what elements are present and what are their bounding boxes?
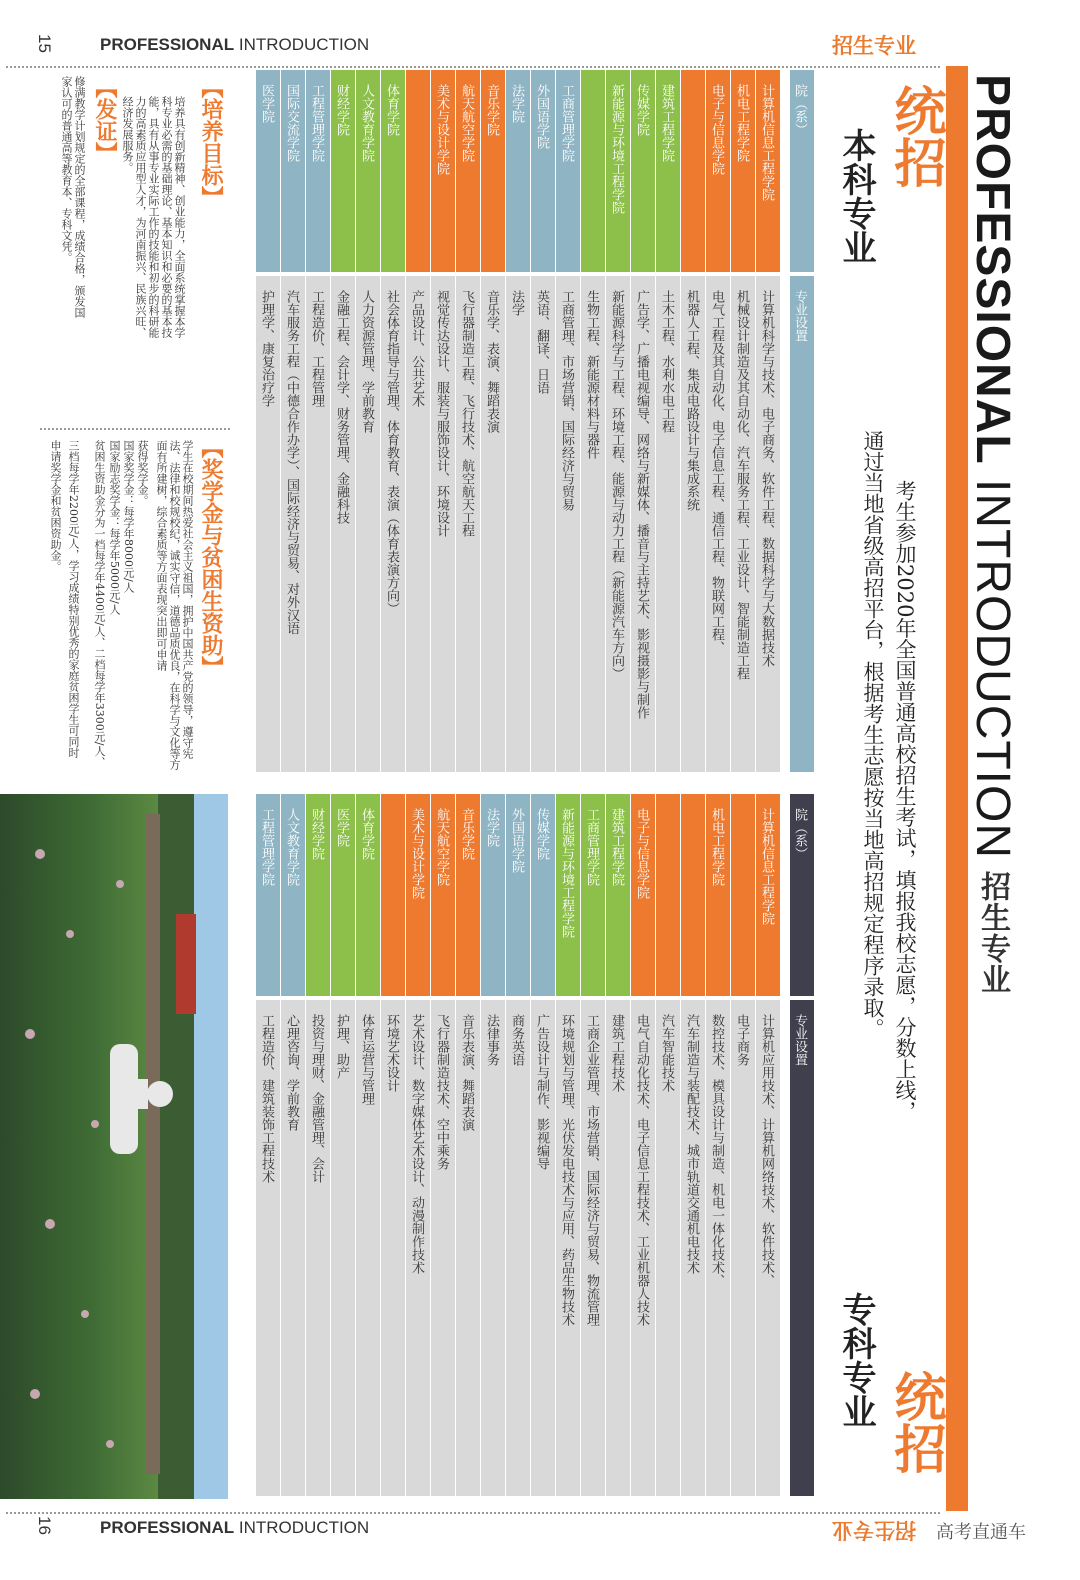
junior-head-college: 院（系） <box>790 794 814 996</box>
junior-major-cell: 环境艺术设计 <box>381 1000 405 1496</box>
junior-college-cell: 工商管理学院 <box>581 794 605 996</box>
intro-line-2: 通过当地省级高招平台，根据考生志愿按当地高招规定程序录取。 <box>861 430 885 1039</box>
junior-college-cell-empty <box>681 794 705 996</box>
undergrad-big-label: 统招 <box>885 84 946 188</box>
junior-college-cell: 音乐学院 <box>456 794 480 996</box>
undergrad-major-cell: 人力资源管理、学前教育 <box>356 276 380 772</box>
undergrad-major-cell: 金融工程、会计学、财务管理、金融科技 <box>331 276 355 772</box>
junior-major-cell: 心理咨询、学前教育 <box>281 1000 305 1496</box>
cert-title: 【发证】 <box>92 76 118 164</box>
junior-major-cell: 音乐表演、舞蹈表演 <box>456 1000 480 1496</box>
undergrad-major-cell: 音乐学、表演、舞蹈表演 <box>481 276 505 772</box>
junior-college-cell: 新能源与环境工程学院 <box>556 794 580 996</box>
junior-college-cell: 建筑工程学院 <box>606 794 630 996</box>
undergrad-college-cell: 财经学院 <box>331 70 355 272</box>
undergrad-major-cell: 社会体育指导与管理、体育教育、表演（体育表演方向） <box>381 276 405 772</box>
page-number-top: 15 <box>35 34 54 53</box>
undergrad-label: 本科专业 <box>836 128 876 264</box>
undergrad-college-cell: 体育学院 <box>381 70 405 272</box>
junior-label: 专科专业 <box>836 1292 876 1428</box>
junior-major-cell: 艺术设计、数字媒体艺术设计、动漫制作技术 <box>406 1000 430 1496</box>
junior-major-cell: 环境规划与管理、光伏发电技术与应用、药品生物技术 <box>556 1000 580 1496</box>
junior-college-cell-empty <box>731 794 755 996</box>
undergrad-major-cell: 生物工程、新能源材料与器件 <box>581 276 605 772</box>
page-number-bottom: 16 <box>35 1516 54 1535</box>
junior-major-cell: 投资与理财、金融管理、会计 <box>306 1000 330 1496</box>
undergrad-major-cell: 机器人工程、集成电路设计与集成系统 <box>681 276 705 772</box>
campus-photo <box>0 794 228 1499</box>
undergrad-major-cell: 广告学、广播电视编导、网络与新媒体、播音与主持艺术、影视摄影与制作 <box>631 276 655 772</box>
big-title-zh: 招生专业 <box>975 871 1010 996</box>
top-divider <box>6 66 940 68</box>
junior-college-cell: 人文教育学院 <box>281 794 305 996</box>
undergrad-college-cell: 传媒学院 <box>631 70 655 272</box>
junior-major-cell: 数控技术、模具设计与制造、机电一体化技术、 <box>706 1000 730 1496</box>
header-brand-top <box>100 35 369 55</box>
photo-illustration <box>0 794 228 1499</box>
junior-college-cell: 体育学院 <box>356 794 380 996</box>
junior-college-cell: 医学院 <box>331 794 355 996</box>
junior-major-cell: 广告设计与制作、影视编导 <box>531 1000 555 1496</box>
scholarship-line-5: 贫困生资助金分为一档每学年4400元/人、二档每学年3300元/人、 <box>93 440 106 768</box>
junior-major-cell: 飞行器制造技术、空中乘务 <box>431 1000 455 1496</box>
undergrad-college-cell: 电子与信息学院 <box>706 70 730 272</box>
undergrad-major-cell: 土木工程、水利水电工程 <box>656 276 680 772</box>
scholarship-line-4: 国家励志奖学金：每学年5000元/人 <box>108 440 121 615</box>
junior-college-cell: 传媒学院 <box>531 794 555 996</box>
junior-major-cell: 计算机应用技术、计算机网络技术、软件技术、 <box>756 1000 780 1496</box>
junior-college-cell: 计算机信息工程学院 <box>756 794 780 996</box>
junior-big-label: 统招 <box>885 1370 946 1474</box>
undergrad-college-cell: 医学院 <box>256 70 280 272</box>
junior-college-cell: 美术与设计学院 <box>406 794 430 996</box>
brand-rest: INTRODUCTION <box>234 35 370 54</box>
training-text: 培养具有创新精神、创业能力，全面系统掌握本学科专业必需的基础理论、基本知识和必要的基本技能，具有从事专业实际工作的技能和初步的科研能力的高素质应用型人才，为河南振兴、民族兴旺、经济发展服务。 <box>121 96 186 338</box>
brand-bold-bottom: PROFESSIONAL <box>100 1518 235 1537</box>
scholarship-line-1: 学生在校期间热爱社会主义祖国，拥护中国共产党的领导，遵守宪法、法律和校规校纪，诚实守信，道德品质优良，在科学与文化等方面有所建树，综合素质等方面表现突出即可申请 <box>155 440 194 770</box>
undergrad-major-cell: 英语、翻译、日语 <box>531 276 555 772</box>
undergrad-head-college: 院（系） <box>790 70 814 272</box>
undergrad-head-major: 专业设置 <box>790 276 814 772</box>
undergrad-college-cell: 工商管理学院 <box>556 70 580 272</box>
bottom-divider <box>6 1512 940 1514</box>
junior-major-cell: 法律事务 <box>481 1000 505 1496</box>
junior-college-cell: 外国语学院 <box>506 794 530 996</box>
junior-major-cell: 工商企业管理、市场营销、国际经济与贸易、物流管理 <box>581 1000 605 1496</box>
undergrad-college-cell: 人文教育学院 <box>356 70 380 272</box>
junior-college-cell: 工程管理学院 <box>256 794 280 996</box>
mid-divider <box>40 428 230 430</box>
undergrad-major-cell: 护理学、康复治疗学 <box>256 276 280 772</box>
junior-college-cell: 财经学院 <box>306 794 330 996</box>
undergrad-major-cell: 新能源科学与工程、环境工程、能源与动力工程（新能源汽车方向） <box>606 276 630 772</box>
header-tag-bottom: 招生专业 <box>832 1518 916 1543</box>
intro-line-1: 考生参加2020年全国普通高校招生考试，填报我校志愿，分数上线， <box>893 480 917 1122</box>
undergrad-major-cell: 工商管理、市场营销、国际经济与贸易 <box>556 276 580 772</box>
junior-college-cell-empty <box>656 794 680 996</box>
site-name: 高考直通车 <box>936 1522 1026 1543</box>
undergrad-college-cell: 新能源与环境工程学院 <box>606 70 630 272</box>
undergrad-major-cell: 飞行器制造工程、飞行技术、航空航天工程 <box>456 276 480 772</box>
junior-college-cell: 法学院 <box>481 794 505 996</box>
cert-text: 修满教学计划规定的全部课程，成绩合格，颁发国家认可的普通高等教育本、专科文凭。 <box>60 76 86 318</box>
junior-college-cell: 航天航空学院 <box>431 794 455 996</box>
header-brand-bottom <box>100 1518 369 1538</box>
undergrad-college-cell: 音乐学院 <box>481 70 505 272</box>
junior-major-cell: 商务英语 <box>506 1000 530 1496</box>
undergrad-college-cell: 法学院 <box>506 70 530 272</box>
undergrad-major-cell: 法学 <box>506 276 530 772</box>
undergrad-college-cell-empty <box>406 70 430 272</box>
undergrad-major-cell: 汽车服务工程（中德合作办学）、国际经济与贸易、对外汉语 <box>281 276 305 772</box>
big-title-bold: PROFESSIONAL <box>966 74 1019 465</box>
scholarship-title: 【奖学金与贫困生资助】 <box>198 436 224 678</box>
big-title <box>966 74 1020 996</box>
junior-major-cell: 建筑工程技术 <box>606 1000 630 1496</box>
header-tag-top: 招生专业 <box>832 33 916 58</box>
scholarship-line-7: 申请奖学金和贫困资助金。 <box>49 440 62 572</box>
junior-major-cell: 电气自动化技术、电子信息工程技术、工业机器人技术 <box>631 1000 655 1496</box>
brand-rest-bottom: INTRODUCTION <box>234 1518 370 1537</box>
junior-major-cell: 电子商务 <box>731 1000 755 1496</box>
brand-bold: PROFESSIONAL <box>100 35 235 54</box>
undergrad-major-cell: 电气工程及其自动化、电子信息工程、通信工程、物联网工程、 <box>706 276 730 772</box>
undergrad-major-cell: 工程造价、工程管理 <box>306 276 330 772</box>
undergrad-college-cell: 航天航空学院 <box>456 70 480 272</box>
scholarship-line-3: 国家奖学金：每学年8000元/人 <box>122 440 135 593</box>
undergrad-major-cell: 机械设计制造及其自动化、汽车服务工程、工业设计、智能制造工程 <box>731 276 755 772</box>
junior-major-cell: 汽车制造与装配技术、城市轨道交通机电技术 <box>681 1000 705 1496</box>
undergrad-college-cell: 工程管理学院 <box>306 70 330 272</box>
undergrad-college-cell-empty <box>681 70 705 272</box>
undergrad-college-cell: 美术与设计学院 <box>431 70 455 272</box>
undergrad-college-cell: 机电工程学院 <box>731 70 755 272</box>
undergrad-college-cell: 计算机信息工程学院 <box>756 70 780 272</box>
junior-college-cell: 电子与信息学院 <box>631 794 655 996</box>
junior-major-cell: 体育运营与管理 <box>356 1000 380 1496</box>
junior-major-cell: 汽车智能技术 <box>656 1000 680 1496</box>
undergrad-major-cell: 产品设计、公共艺术 <box>406 276 430 772</box>
undergrad-college-cell: 建筑工程学院 <box>656 70 680 272</box>
junior-college-cell-empty <box>381 794 405 996</box>
scholarship-line-6: 三档每学年2200元/人，学习成绩特别优秀的家庭贫困学生可同时 <box>67 440 80 758</box>
undergrad-college-cell: 国际交流学院 <box>281 70 305 272</box>
big-title-rest: INTRODUCTION <box>966 464 1019 860</box>
scholarship-line-2: 获得奖学金。 <box>136 440 149 506</box>
junior-major-cell: 工程造价、建筑装饰工程技术 <box>256 1000 280 1496</box>
undergrad-major-cell: 视觉传达设计、服装与服饰设计、环境设计 <box>431 276 455 772</box>
undergrad-college-cell-empty <box>581 70 605 272</box>
training-title: 【培养目标】 <box>198 76 224 208</box>
junior-college-cell: 机电工程学院 <box>706 794 730 996</box>
undergrad-college-cell: 外国语学院 <box>531 70 555 272</box>
junior-major-cell: 护理、助产 <box>331 1000 355 1496</box>
undergrad-major-cell: 计算机科学与技术、电子商务、软件工程、数据科学与大数据技术 <box>756 276 780 772</box>
junior-head-major: 专业设置 <box>790 1000 814 1496</box>
